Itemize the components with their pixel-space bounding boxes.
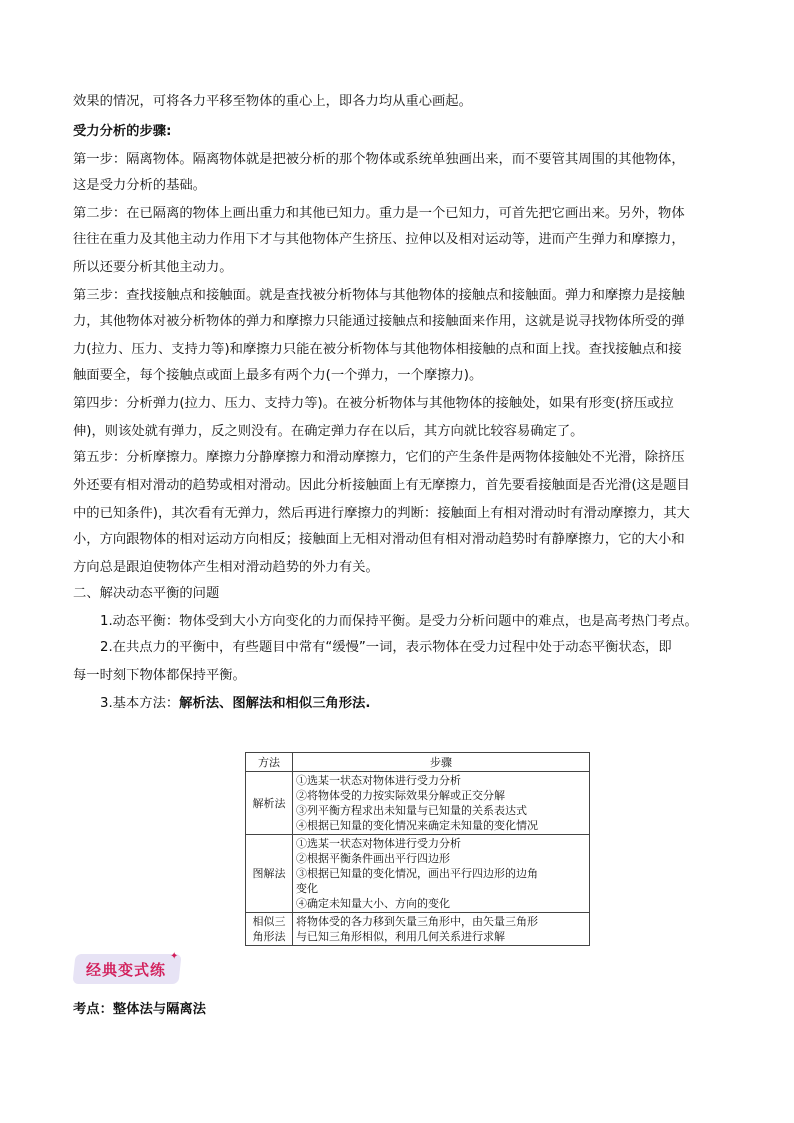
step-line: ①选某一状态对物体进行受力分析: [296, 774, 461, 787]
step1-line2: 这是受力分析的基础。: [73, 178, 206, 193]
step-line: ③列平衡方程求出未知量与已知量的关系表达式: [296, 804, 527, 817]
step-line: ③根据已知量的变化情况，画出平行四边形的边角: [296, 867, 538, 880]
point-3: [100, 696, 370, 712]
step1-line1: 第一步：隔离物体。隔离物体就是把被分析的那个物体或系统单独画出来，而不要管其周围的其他物体，: [73, 152, 685, 167]
step5-line3: 中的已知条件)，其次看有无弹力，然后再进行摩擦力的判断：接触面上有相对滑动时有滑动摩擦力，其大: [73, 506, 690, 521]
table-row: [246, 835, 590, 913]
step5-line1: 第五步：分析摩擦力。摩擦力分静摩擦力和滑动摩擦力，它们的产生条件是两物体接触处不光滑，除挤压: [73, 450, 685, 465]
table-row: [246, 772, 590, 835]
table-header-steps: 步骤: [293, 753, 590, 772]
step-line: ②将物体受的力按实际效果分解或正交分解: [296, 789, 505, 802]
method-analytic: 解析法: [246, 772, 293, 835]
step3-line3: 力(拉力、压力、支持力等)和摩擦力只能在被分析物体与其他物体相接触的点和面上找。查找接触点和接: [73, 342, 682, 357]
step2-line1: 第二步：在已隔离的物体上画出重力和其他已知力。重力是一个已知力，可首先把它画出来。另外，物体: [73, 206, 685, 221]
step-line: ④确定未知量大小、方向的变化: [296, 897, 450, 910]
steps-graphical: [293, 835, 590, 913]
point-3-methods: 解析法、图解法和相似三角形法.: [179, 696, 371, 711]
methods-table: [245, 752, 590, 946]
method-graphical: 图解法: [246, 835, 293, 913]
step4-line1: 第四步：分析弹力(拉力、压力、支持力等)。在被分析物体与其他物体的接触处，如果有形变(挤压或拉: [73, 396, 674, 411]
step-line: ①选某一状态对物体进行受力分析: [296, 837, 461, 850]
method-similar-triangles: [246, 913, 293, 946]
step5-line2: 外还要有相对滑动的趋势或相对滑动。因此分析接触面上有无摩擦力，首先要看接触面是否光滑(这是题目: [73, 478, 690, 493]
step5-line5: 方向总是跟迫使物体产生相对滑动趋势的外力有关。: [73, 560, 379, 575]
step5-line4: 小，方向跟物体的相对运动方向相反；接触面上无相对滑动但有相对滑动趋势时有静摩擦力，它的大小和: [73, 532, 685, 547]
step3-line1: 第三步：查找接触点和接触面。就是查找被分析物体与其他物体的接触点和接触面。弹力和摩擦力是接触: [73, 288, 685, 303]
point-2-line1: 2.在共点力的平衡中，有些题目中常有“缓慢”一词，表示物体在受力过程中处于动态平衡状态，即: [100, 640, 672, 655]
sparkle-icon: ✦: [170, 951, 179, 962]
step-line: ④根据已知量的变化情况来确定未知量的变化情况: [296, 819, 538, 832]
method-label-line1: 相似三: [252, 915, 286, 928]
step2-line3: 所以还要分析其他主动力。: [73, 260, 233, 275]
step-line: 与已知三角形相似，利用几何关系进行求解: [296, 930, 505, 943]
point-3-prefix: 3.基本方法：: [100, 696, 180, 711]
practice-badge: [74, 951, 182, 987]
table-row: [246, 913, 590, 946]
point-1: 1.动态平衡：物体受到大小方向变化的力而保持平衡。是受力分析问题中的难点，也是高考热门考点。: [100, 614, 698, 629]
table-header-row: [246, 753, 590, 772]
section-heading-dynamic: 二、解决动态平衡的问题: [73, 586, 220, 601]
topic-heading: 考点：整体法与隔离法: [73, 1002, 206, 1017]
method-label-line2: 角形法: [252, 930, 286, 943]
step4-line2: 伸)，则该处就有弹力，反之则没有。在确定弹力存在以后，其方向就比较容易确定了。: [73, 424, 584, 439]
section-heading-steps: 受力分析的步骤:: [73, 124, 172, 139]
point-2-line2: 每一时刻下物体都保持平衡。: [73, 668, 246, 683]
step-line: ②根据平衡条件画出平行四边形: [296, 852, 450, 865]
step-line: 将物体受的各力移到矢量三角形中，由矢量三角形: [296, 915, 538, 928]
step3-line2: 力，其他物体对被分析物体的弹力和摩擦力只能通过接触点和接触面来作用，这就是说寻找物体所受的弹: [73, 314, 685, 329]
steps-analytic: [293, 772, 590, 835]
step2-line2: 往往在重力及其他主动力作用下才与其他物体产生挤压、拉伸以及相对运动等，进而产生弹力和摩擦力，: [73, 232, 685, 247]
step3-line4: 触面要全，每个接触点或面上最多有两个力(一个弹力，一个摩擦力)。: [73, 368, 483, 383]
paragraph-intro: 效果的情况，可将各力平移至物体的重心上，即各力均从重心画起。: [73, 94, 472, 109]
steps-similar-triangles: [293, 913, 590, 946]
step-line: 变化: [296, 882, 318, 895]
badge-label: 经典变式练: [86, 961, 167, 979]
table-header-method: 方法: [246, 753, 293, 772]
